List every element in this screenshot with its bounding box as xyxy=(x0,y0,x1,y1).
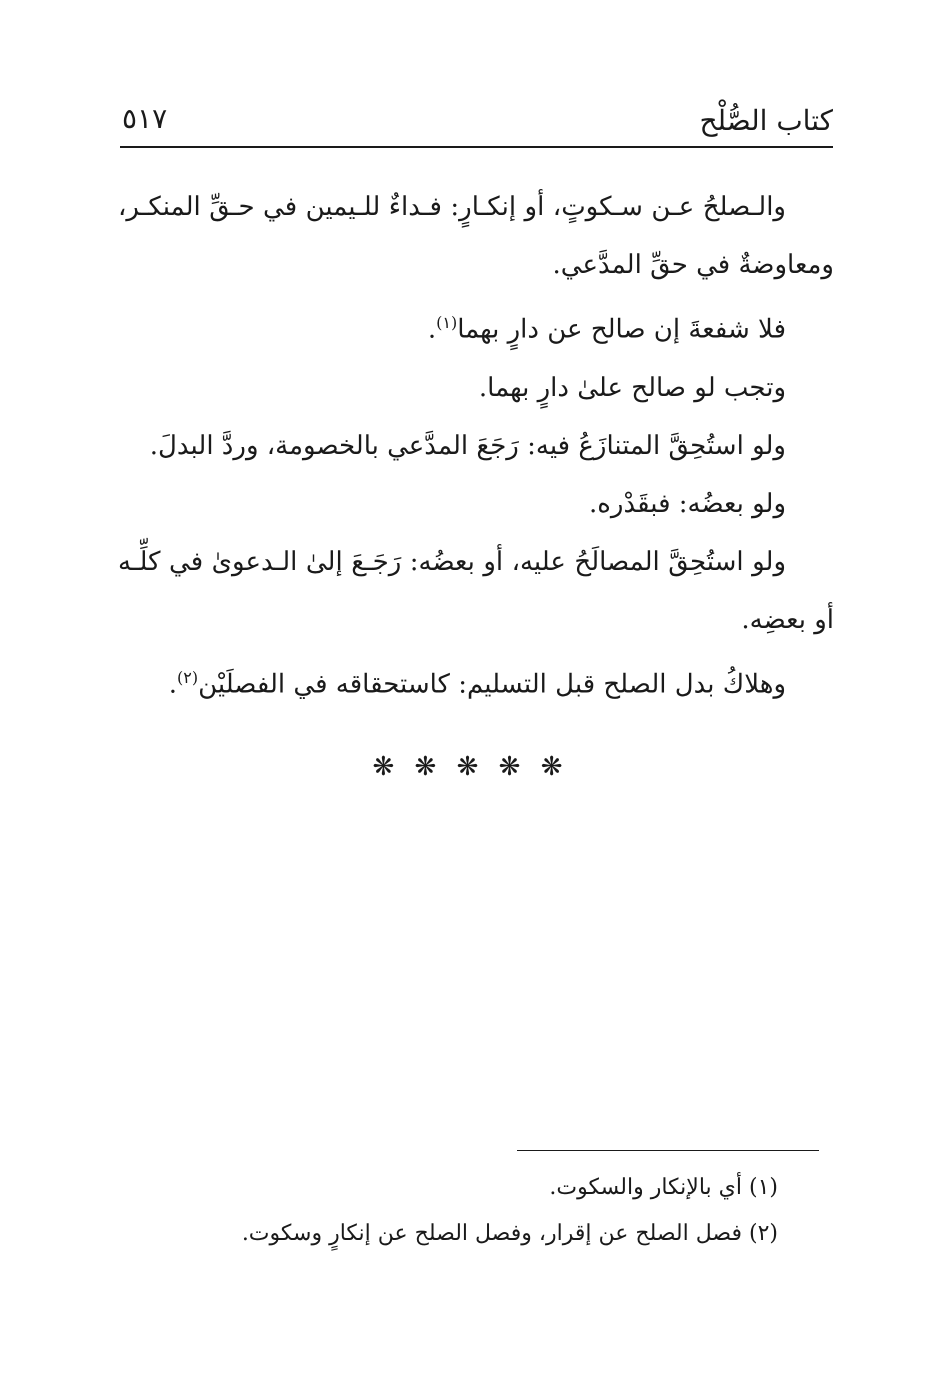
paragraph-1: والـصلحُ عـن سـكوتٍ، أو إنكـارٍ: فـداءٌ للـيمين في حـقِّ المنكـر، ومعاوضةٌ في حقِّ المدَّعي. xyxy=(118,192,834,280)
paragraph-2-period: . xyxy=(427,314,437,345)
paragraph-7-period: . xyxy=(168,669,177,700)
footnotes xyxy=(200,1165,778,1257)
footnote-1: (١) أي بالإنكار والسكوت. xyxy=(549,1175,778,1200)
paragraph-2 xyxy=(118,294,834,359)
main-text xyxy=(118,178,834,713)
paragraph-7-text: وهلاكُ بدل الصلح قبل التسليم: كاستحقاقه في الفصلَيْن xyxy=(198,669,786,700)
paragraph-3: وتجب لو صالح علىٰ دارٍ بهما. xyxy=(478,372,786,403)
paragraph-4: ولو استُحِقَّ المتنازَعُ فيه: رَجَعَ المدَّعي بالخصومة، وردَّ البدلَ. xyxy=(149,430,786,461)
paragraph-5: ولو بعضُه: فبقَدْره. xyxy=(589,488,786,519)
footnote-divider xyxy=(517,1150,819,1151)
chapter-title: كتاب الصُّلْح xyxy=(699,104,833,137)
paragraph-6: ولو استُحِقَّ المصالَحُ عليه، أو بعضُه: رَجَـعَ إلىٰ الـدعوىٰ في كلِّـه أو بعضِه. xyxy=(118,546,834,635)
footnote-2: (٢) فصل الصلح عن إقرار، وفصل الصلح عن إنكارٍ وسكوت. xyxy=(241,1221,778,1246)
running-header xyxy=(120,100,833,148)
paragraph-2-text: فلا شفعةَ إن صالح عن دارٍ بهما xyxy=(457,314,786,345)
section-separator: ❋ ❋ ❋ ❋ ❋ xyxy=(372,752,569,782)
footnote-ref-2[interactable]: (٢) xyxy=(176,667,199,687)
paragraph-7 xyxy=(118,649,834,714)
page-number: ٥١٧ xyxy=(122,102,168,135)
footnote-ref-1[interactable]: (١) xyxy=(436,313,458,332)
